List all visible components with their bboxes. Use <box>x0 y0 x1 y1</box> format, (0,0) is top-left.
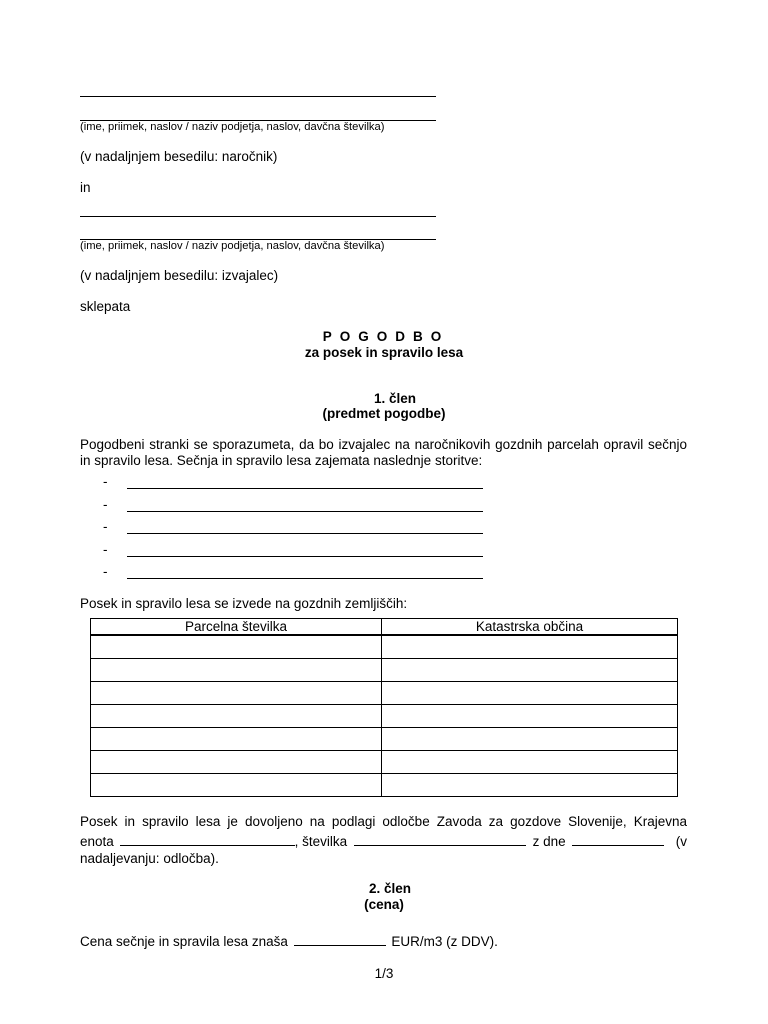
article1-number: 1. člen <box>373 391 417 406</box>
table-row <box>91 728 678 751</box>
cadastral-municipality-cell[interactable] <box>382 774 678 797</box>
article2-number: 2. člen <box>368 881 412 896</box>
cadastral-municipality-cell[interactable] <box>382 635 678 659</box>
decision-enota-label: enota <box>80 834 114 849</box>
bullet-marker: - <box>103 564 108 579</box>
table-row <box>91 659 678 682</box>
document-subtitle: za posek in spravilo lesa <box>304 345 464 360</box>
price-suffix: EUR/m3 (z DDV). <box>391 934 498 949</box>
party1-hint: (ime, priimek, naslov / naziv podjetja, naslov, davčna številka) <box>80 121 385 133</box>
bullet-marker: - <box>103 519 108 534</box>
table-row <box>91 751 678 774</box>
table-header-row <box>91 619 678 636</box>
decision-text-line1: Posek in spravilo lesa je dovoljeno na podlagi odločbe Zavoda za gozdove Slovenije, Krajevna <box>80 814 687 829</box>
article2-heading: (cena) <box>364 897 404 912</box>
cadastral-municipality-cell[interactable] <box>382 682 678 705</box>
parcel-number-cell[interactable] <box>91 728 382 751</box>
decision-text-line3: nadaljevanju: odločba). <box>80 851 219 866</box>
parcels-table <box>90 618 678 797</box>
bullet-marker: - <box>103 497 108 512</box>
parcel-number-cell[interactable] <box>91 635 382 659</box>
party2-line-1[interactable] <box>80 216 436 217</box>
bullet-marker: - <box>103 474 108 489</box>
decision-v-label: (v <box>675 834 687 849</box>
connector-text: in <box>80 180 91 195</box>
article1-heading: (predmet pogodbe) <box>322 406 446 421</box>
parcel-number-cell[interactable] <box>91 682 382 705</box>
cadastral-municipality-header: Katastrska občina <box>382 619 678 636</box>
bullet-marker: - <box>103 542 108 557</box>
parcel-number-cell[interactable] <box>91 774 382 797</box>
decision-line2 <box>80 834 687 849</box>
plots-intro: Posek in spravilo lesa se izvede na gozdnih zemljiščih: <box>80 596 408 611</box>
party2-hint: (ime, priimek, naslov / naziv podjetja, naslov, davčna številka) <box>80 240 385 252</box>
decision-number-label: , številka <box>294 834 348 849</box>
price-prefix: Cena sečnje in spravila lesa znaša <box>80 934 288 949</box>
article1-text: Pogodbeni stranki se sporazumeta, da bo izvajalec na naročnikovih gozdnih parcelah opravil sečnjo in spravilo lesa. Sečnja in spravilo lesa zajemata naslednje storitve: <box>80 437 687 468</box>
service-line-4[interactable] <box>127 556 483 557</box>
document-title: POGODBO <box>322 329 450 344</box>
service-line-2[interactable] <box>127 511 483 512</box>
party2-role: (v nadaljnjem besedilu: izvajalec) <box>80 268 279 283</box>
decision-date-label: z dne <box>532 834 566 849</box>
service-line-3[interactable] <box>127 533 483 534</box>
parcel-number-header: Parcelna številka <box>91 619 382 636</box>
price-field[interactable] <box>294 934 386 946</box>
cadastral-municipality-cell[interactable] <box>382 751 678 774</box>
party1-line-1[interactable] <box>80 96 436 97</box>
parcel-number-cell[interactable] <box>91 751 382 774</box>
cadastral-municipality-cell[interactable] <box>382 659 678 682</box>
price-line <box>80 934 498 949</box>
parcel-number-cell[interactable] <box>91 659 382 682</box>
decision-unit-field[interactable] <box>120 834 295 846</box>
page-number: 1/3 <box>374 966 394 981</box>
party1-role: (v nadaljnjem besedilu: naročnik) <box>80 149 278 164</box>
table-row <box>91 774 678 797</box>
service-line-5[interactable] <box>127 578 483 579</box>
table-row <box>91 705 678 728</box>
concluded-text: sklepata <box>80 299 131 314</box>
cadastral-municipality-cell[interactable] <box>382 728 678 751</box>
table-row <box>91 635 678 659</box>
service-line-1[interactable] <box>127 488 483 489</box>
parcel-number-cell[interactable] <box>91 705 382 728</box>
cadastral-municipality-cell[interactable] <box>382 705 678 728</box>
table-row <box>91 682 678 705</box>
decision-number-field[interactable] <box>354 834 526 846</box>
decision-date-field[interactable] <box>572 834 664 846</box>
